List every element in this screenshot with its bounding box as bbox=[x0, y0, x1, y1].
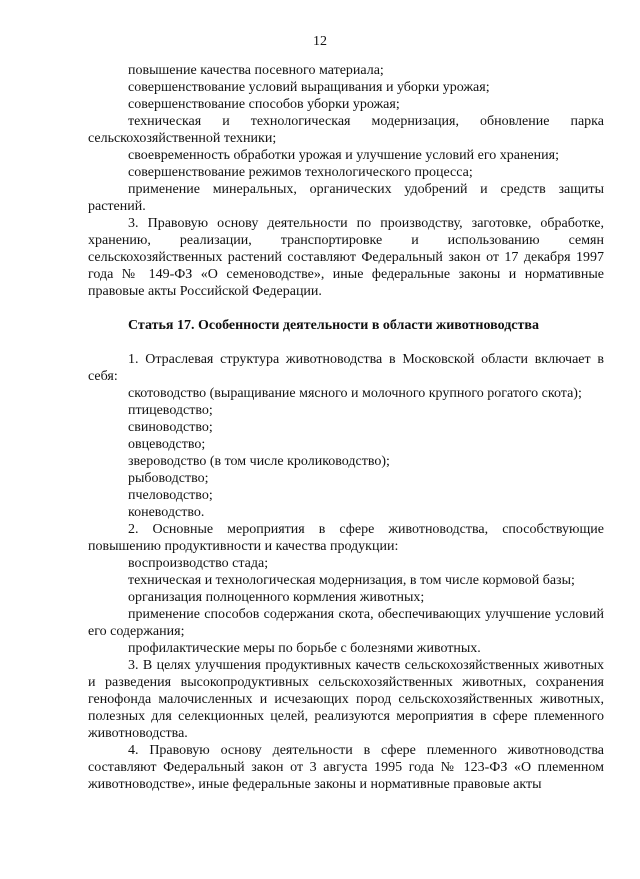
paragraph: своевременность обработки урожая и улучшение условий его хранения; bbox=[128, 148, 559, 163]
paragraph: применение минеральных, органических удобрений и средств защиты растений. bbox=[88, 182, 604, 214]
paragraph: применение способов содержания скота, обеспечивающих улучшение условий его содержания; bbox=[88, 607, 604, 639]
article-heading: Статья 17. Особенности деятельности в области животноводства bbox=[128, 318, 539, 333]
paragraph: птицеводство; bbox=[128, 403, 213, 418]
paragraph: совершенствование режимов технологического процесса; bbox=[128, 165, 473, 180]
spacer bbox=[88, 300, 604, 317]
paragraph: овцеводство; bbox=[128, 437, 206, 452]
spacer bbox=[88, 334, 604, 351]
paragraph: профилактические меры по борьбе с болезнями животных. bbox=[128, 641, 481, 656]
paragraph: 1. Отраслевая структура животноводства в Московской области включает в себя: bbox=[88, 352, 604, 384]
paragraph: повышение качества посевного материала; bbox=[128, 63, 384, 78]
paragraph: 3. В целях улучшения продуктивных качеств сельскохозяйственных животных и разведения высокопродуктивных сельскохозяйственных животных, сохранения генофонда малочисленных и исчезающих пород сельскохозяйственных животных, полезных для селекционных целей, реализуются мероприятия в сфере племенного животноводства. bbox=[88, 658, 604, 741]
paragraph: рыбоводство; bbox=[128, 471, 209, 486]
paragraph: коневодство. bbox=[128, 505, 205, 520]
paragraph: техническая и технологическая модернизация, обновление парка сельскохозяйственной техники; bbox=[88, 114, 604, 146]
paragraph: 3. Правовую основу деятельности по производству, заготовке, обработке, хранению, реализации, транспортировке и использованию семян сельскохозяйственных растений составляют Федеральный закон от 17 декабря 1997 года № 149-ФЗ «О семеноводстве», иные федеральные законы и нормативные правовые акты Российской Федерации. bbox=[88, 216, 604, 299]
paragraph: скотоводство (выращивание мясного и молочного крупного рогатого скота); bbox=[128, 386, 582, 401]
paragraph: техническая и технологическая модернизация, в том числе кормовой базы; bbox=[128, 573, 575, 588]
paragraph: 2. Основные мероприятия в сфере животноводства, способствующие повышению продуктивности и качества продукции: bbox=[88, 522, 604, 554]
paragraph: звероводство (в том числе кролиководство); bbox=[128, 454, 390, 469]
paragraph: совершенствование условий выращивания и уборки урожая; bbox=[128, 80, 490, 95]
paragraph: пчеловодство; bbox=[128, 488, 213, 503]
paragraph: свиноводство; bbox=[128, 420, 213, 435]
page-number: 12 bbox=[313, 34, 327, 49]
paragraph: 4. Правовую основу деятельности в сфере племенного животноводства составляют Федеральный закон от 3 августа 1995 года № 123-ФЗ «О племенном животноводстве», иные федеральные законы и нормативные правовые акты bbox=[88, 743, 604, 792]
paragraph: воспроизводство стада; bbox=[128, 556, 269, 571]
paragraph: совершенствование способов уборки урожая; bbox=[128, 97, 400, 112]
paragraph: организация полноценного кормления животных; bbox=[128, 590, 425, 605]
document-body bbox=[88, 62, 604, 793]
